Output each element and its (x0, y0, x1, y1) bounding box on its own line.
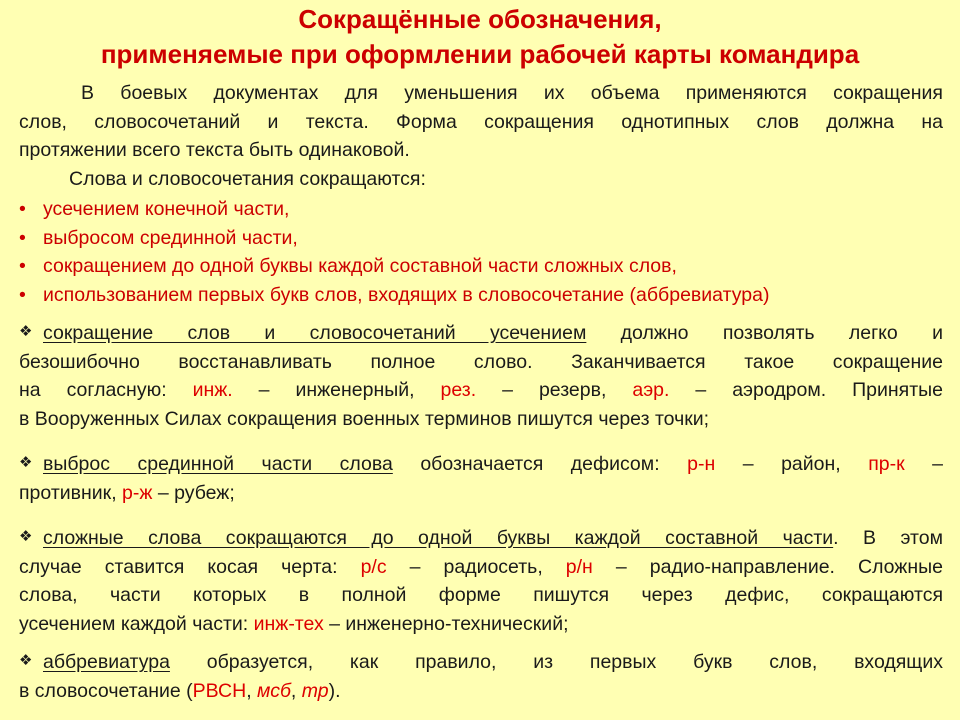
lead-paragraph (19, 165, 943, 194)
abbreviation-example: р-н (687, 453, 716, 475)
abbreviation-example: инж-тех (253, 612, 324, 635)
text-run: слова, части которых в полной форме пишутся через дефис, сокращаются (19, 584, 943, 606)
text-run: , (290, 679, 302, 702)
text-run: случае ставится косая черта: (19, 555, 361, 578)
text-run: ). (328, 679, 341, 702)
text-run: должно позволять легко и (586, 322, 943, 344)
rule-heading: выброс срединной части слова (43, 453, 393, 475)
bullet-icon: • (19, 255, 26, 277)
abbreviation-example: р/с (360, 555, 387, 578)
intro-paragraph (19, 79, 943, 165)
bullet-icon: • (19, 226, 26, 249)
rule-line (19, 610, 943, 639)
list-item (19, 252, 943, 281)
rule-compound-words (19, 523, 943, 638)
intro-line (19, 79, 943, 108)
bullet-icon: • (19, 198, 26, 220)
rule-line (19, 677, 943, 706)
rule-line (19, 581, 943, 610)
text-run: – инженерный, (232, 379, 441, 401)
rule-heading: аббревиатура (43, 651, 170, 673)
text-run: В боевых документах для уменьшения их объема применяются сокращения (81, 82, 943, 104)
text-run: . В этом (833, 527, 943, 549)
rule-truncation (19, 318, 943, 433)
abbreviation-example: пр-к (868, 453, 905, 475)
abbreviation-example: аэр. (632, 379, 670, 401)
rule-line (19, 553, 943, 582)
text-run: – аэродром. Принятые (669, 379, 943, 401)
rule-abbreviation (19, 647, 943, 705)
text-run: безошибочно восстанавливать полное слово. Заканчивается такое сокращение (19, 350, 943, 373)
rule-line (19, 405, 943, 434)
list-item (19, 281, 943, 310)
list-item (19, 195, 943, 224)
text-run: слов, словосочетаний и текста. Форма сокращения однотипных слов должна на (19, 110, 943, 133)
diamond-bullet-icon: ❖ (19, 454, 33, 471)
abbreviation-example: р-ж (122, 481, 153, 504)
abbreviation-example: инж. (192, 379, 233, 401)
rule-line (19, 647, 943, 677)
rule-middle-omission (19, 449, 943, 507)
lead-text: Слова и словосочетания сокращаются: (69, 168, 426, 190)
intro-line (19, 136, 943, 165)
rule-heading: сокращение слов и словосочетаний усечением (43, 322, 587, 344)
text-run: , (246, 679, 258, 702)
diamond-bullet-icon: ❖ (19, 528, 33, 545)
list-item-text: сокращением до одной буквы каждой составной части сложных слов, (43, 255, 677, 277)
intro-line (19, 108, 943, 137)
text-run: – (904, 453, 944, 475)
text-run: – резерв, (476, 379, 633, 401)
rule-line (19, 449, 943, 479)
text-run: образуется, как правило, из первых букв слов, входящих (169, 651, 943, 673)
rule-line (19, 348, 943, 377)
text-run: на согласную: (19, 379, 193, 401)
text-run: – рубеж; (152, 481, 235, 504)
abbreviation-example: РВСН (192, 679, 247, 702)
abbreviation-example: рез. (440, 379, 477, 401)
text-run: противник, (19, 481, 123, 504)
diamond-bullet-icon: ❖ (19, 323, 33, 340)
rule-heading: сложные слова сокращаются до одной буквы каждой составной части (43, 527, 834, 549)
rule-line (19, 318, 943, 348)
diamond-bullet-icon: ❖ (19, 652, 33, 669)
bullet-icon: • (19, 283, 26, 306)
slide-title-line-1: Сокращённые обозначения, (298, 4, 662, 34)
list-item-text: выбросом срединной части, (43, 226, 298, 249)
text-run: усечением каждой части: (19, 612, 254, 635)
rule-line (19, 523, 943, 553)
text-run: обозначается дефисом: (392, 453, 688, 475)
abbreviation-example: тр (301, 679, 329, 702)
text-run: – инженерно-технический; (323, 612, 569, 635)
text-run: в словосочетание ( (19, 679, 193, 702)
text-run: в Вооруженных Силах сокращения военных терминов пишутся через точки; (19, 407, 710, 430)
method-list (19, 195, 943, 309)
slide-title-line-2: применяемые при оформлении рабочей карты командира (100, 39, 860, 69)
list-item-text: использованием первых букв слов, входящих в словосочетание (аббревиатура) (43, 283, 770, 306)
abbreviation-example: р/н (565, 555, 593, 578)
text-run: – район, (715, 453, 869, 475)
abbreviation-example: мсб (257, 679, 291, 702)
list-item (19, 224, 943, 253)
rule-line (19, 479, 943, 508)
text-run: – радиосеть, (386, 555, 566, 578)
text-run: – радио-направление. Сложные (592, 555, 943, 578)
rule-line (19, 376, 943, 405)
list-item-text: усечением конечной части, (43, 198, 290, 220)
text-run: протяжении всего текста быть одинаковой. (19, 139, 410, 161)
